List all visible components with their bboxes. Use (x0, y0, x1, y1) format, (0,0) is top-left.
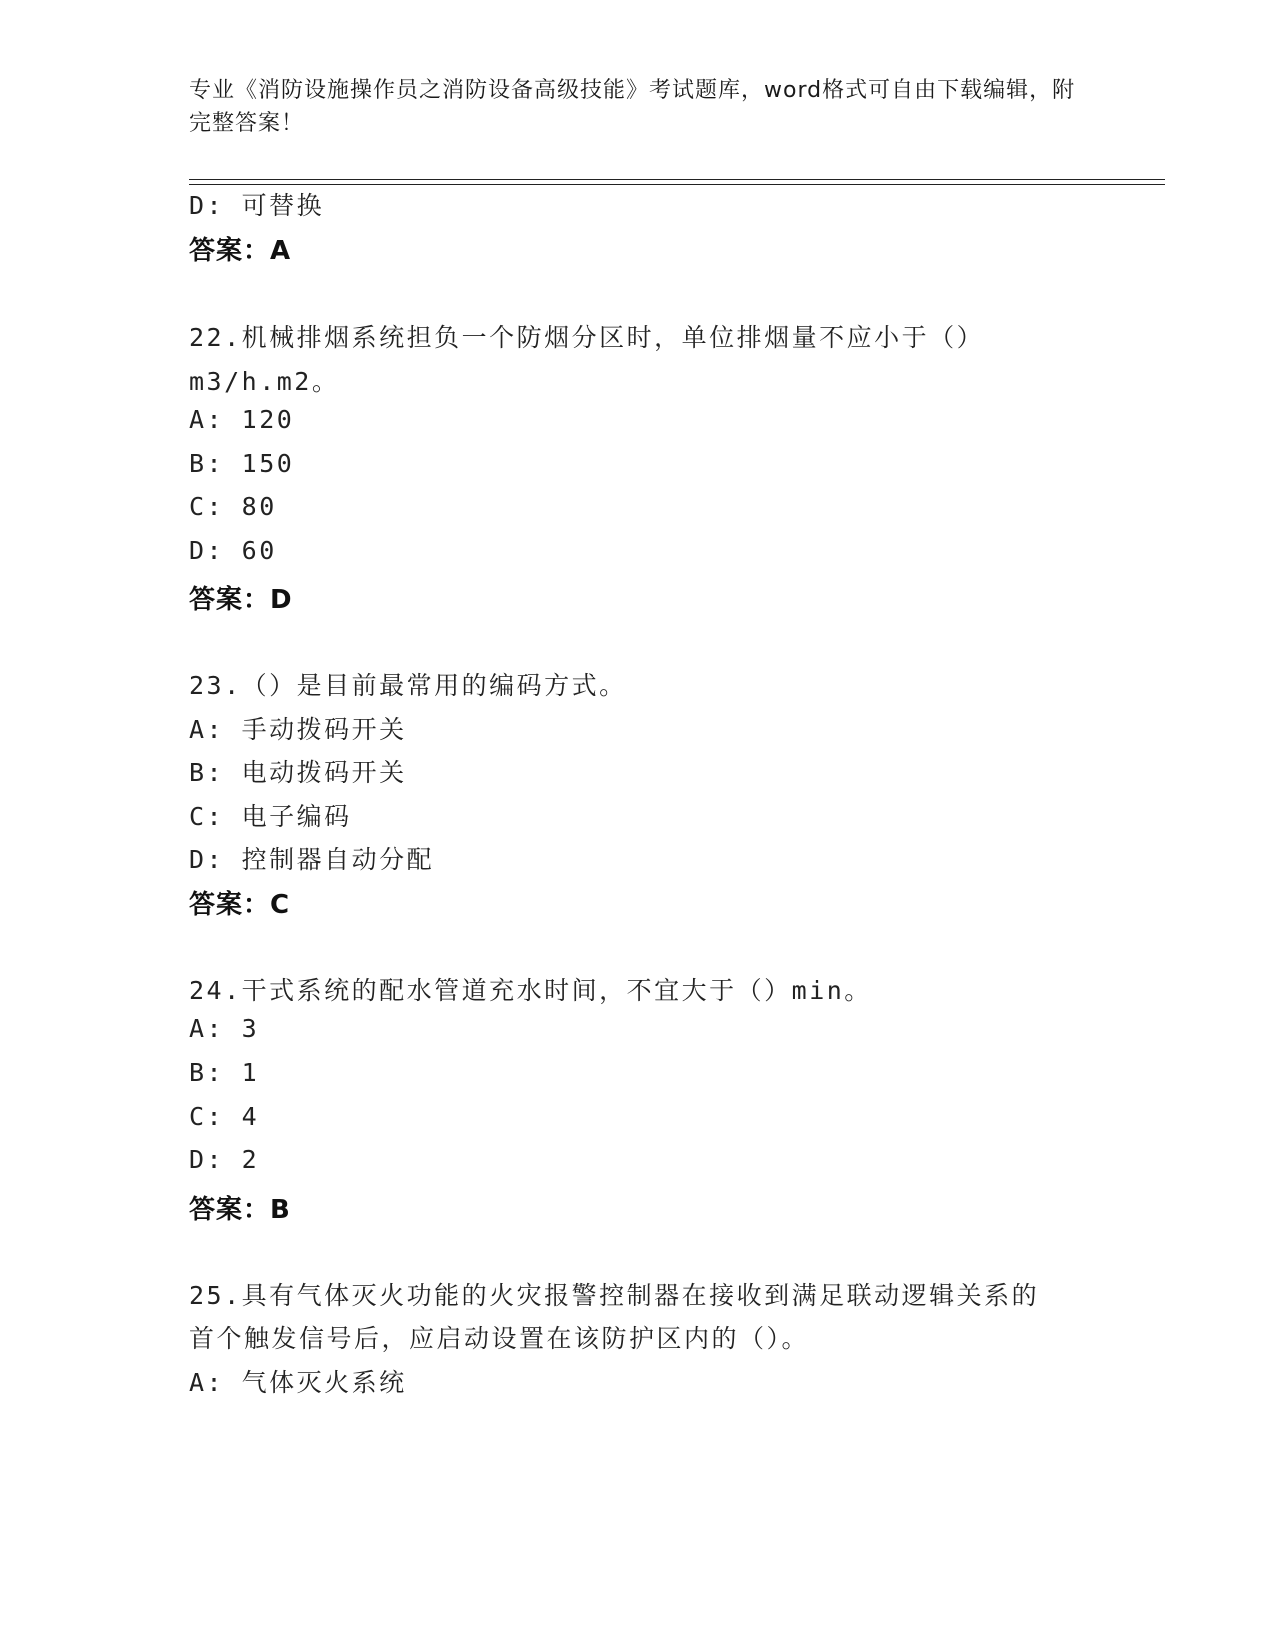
option-text: A: 3 (189, 1014, 260, 1043)
question-stem: 24.干式系统的配水管道充水时间，不宜大于（）min。 (189, 976, 872, 1005)
header-divider-bottom (189, 184, 1165, 185)
answer-text: 答案：D (189, 585, 293, 615)
question-stem: 22.机械排烟系统担负一个防烟分区时，单位排烟量不应小于（） (189, 323, 985, 352)
option-text: B: 电动拨码开关 (189, 758, 407, 787)
question-stem-continued: m3/h.m2。 (189, 367, 340, 396)
option-text: B: 1 (189, 1058, 260, 1087)
answer-text: 答案：C (189, 890, 291, 920)
option-text: D: 控制器自动分配 (189, 845, 435, 874)
option-text: A: 120 (189, 405, 295, 434)
option-text: D: 可替换 (189, 191, 325, 220)
option-text: A: 手动拨码开关 (189, 715, 407, 744)
answer-text: 答案：B (189, 1195, 291, 1225)
header-divider-top (189, 179, 1165, 180)
question-stem: 25.具有气体灭火功能的火灾报警控制器在接收到满足联动逻辑关系的 (189, 1281, 1040, 1310)
document-header: 专业《消防设施操作员之消防设备高级技能》考试题库，word格式可自由下载编辑，附完整答案！ (189, 78, 1076, 136)
option-text: C: 80 (189, 492, 277, 521)
option-text: C: 电子编码 (189, 802, 352, 831)
option-text: D: 60 (189, 536, 277, 565)
question-stem: 23.（）是目前最常用的编码方式。 (189, 671, 627, 700)
option-text: C: 4 (189, 1102, 260, 1131)
option-text: B: 150 (189, 449, 295, 478)
answer-text: 答案：A (189, 236, 292, 266)
option-text: A: 气体灭火系统 (189, 1368, 407, 1397)
option-text: D: 2 (189, 1145, 260, 1174)
question-stem-continued: 首个触发信号后，应启动设置在该防护区内的（）。 (189, 1324, 810, 1353)
